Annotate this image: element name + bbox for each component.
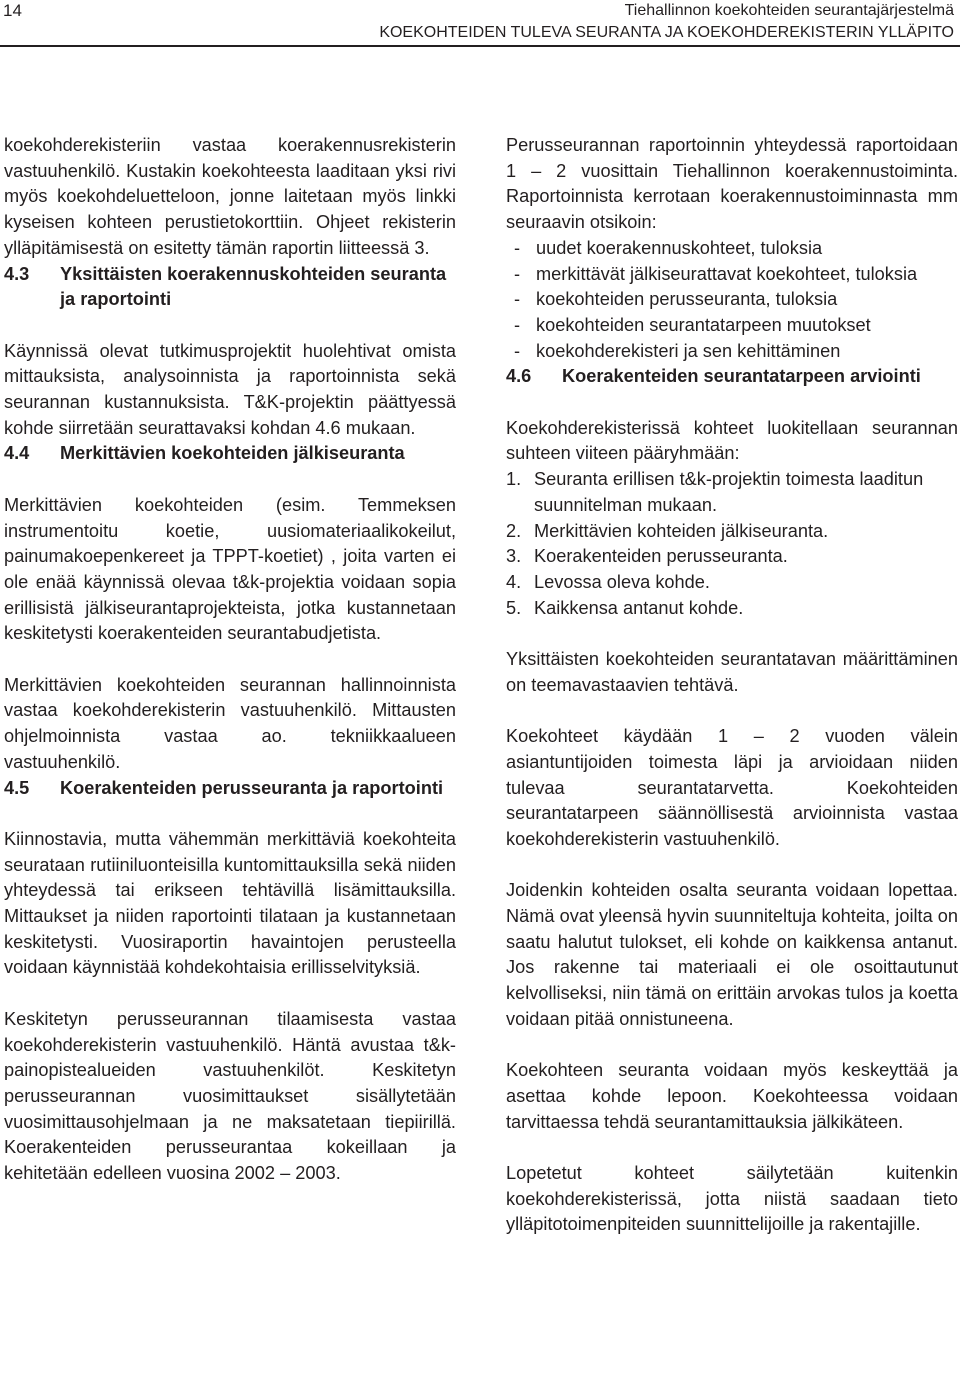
list-item: 2. Merkittävien kohteiden jälkiseuranta. bbox=[506, 520, 829, 541]
section-number: 4.3 bbox=[4, 263, 30, 284]
dash-marker: - bbox=[514, 263, 521, 284]
paragraph: Käynnissä olevat tutkimusprojektit huolehtivat omista mittauksista, analysoinnista ja raportoinnista sekä seurannan kustannuksista. T&K-projektin päättyessä kohde siirretään seurattavaksi kohdan 4.6 mukaan. bbox=[4, 340, 456, 438]
section-number: 4.5 bbox=[4, 777, 30, 798]
section-title: Yksittäisten koerakennuskohteiden seuranta ja raportointi bbox=[60, 263, 447, 310]
dash-marker: - bbox=[514, 237, 521, 258]
list-item: - koekohteiden seurantatarpeen muutokset bbox=[506, 313, 958, 339]
section-number: 4.4 bbox=[4, 443, 30, 464]
paragraph: Perusseurannan raportoinnin yhteydessä raportoidaan 1 – 2 vuosittain Tiehallinnon koerakennustoiminta. Raportoinnista kerrotaan koerakennustoiminnasta mm seuraavin otsikoin: bbox=[506, 135, 958, 233]
section-number: 4.6 bbox=[506, 366, 532, 387]
list-item: - koekohderekisteri ja sen kehittäminen bbox=[506, 339, 958, 365]
paragraph: Koekohderekisterissä kohteet luokitellaan seurannan suhteen viiteen pääryhmään: bbox=[506, 417, 958, 464]
list-item: 3. Koerakenteiden perusseuranta. bbox=[506, 546, 788, 567]
paragraph: Merkittävien koekohteiden seurannan hallinnoinnista vastaa koekohderekisterin vastuuhenkilö. Mittausten ohjelmoinnista vastaa ao. tekniikkaalueen vastuuhenkilö. bbox=[4, 674, 456, 772]
paragraph: Lopetetut kohteet säilytetään kuitenkin koekohderekisterissä, jotta niistä saadaan tieto ylläpitotoimenpiteiden suunnittelijoille ja rakentajille. bbox=[506, 1163, 958, 1235]
right-column bbox=[506, 133, 958, 1238]
category-list bbox=[506, 467, 958, 621]
list-item: - koekohteiden perusseuranta, tuloksia bbox=[506, 287, 958, 313]
list-item: 1. Seuranta erillisen t&k-projektin toimesta laaditun suunnitelman mukaan. bbox=[506, 469, 924, 515]
section-heading-4-4 bbox=[4, 441, 456, 467]
chapter-title: KOEKOHTEIDEN TULEVA SEURANTA JA KOEKOHDEREKISTERIN YLLÄPITO bbox=[379, 24, 954, 41]
list-item: 5. Kaikkensa antanut kohde. bbox=[506, 597, 744, 618]
topic-list bbox=[506, 236, 958, 365]
header-divider bbox=[0, 45, 960, 47]
paragraph: Merkittävien koekohteiden (esim. Temmeksen instrumentoitu koetie, uusiomateriaalikokeilut, painumakoepenkereet ja TPPT-koetiet) , joita varten ei ole enää käynnissä olevaa t&k-projektia voidaan sopia erillisistä jälkiseurantaprojekteista, jotka kustannetaan keskitetysti koerakenteiden seurantabudjetista. bbox=[4, 494, 456, 644]
dash-marker: - bbox=[514, 314, 521, 335]
page-number: 14 bbox=[3, 1, 22, 20]
paragraph: Kiinnostavia, mutta vähemmän merkittäviä koekohteita seurataan rutiiniluonteisilla kuntomittauksilla sekä niiden yhteydessä tai erikseen tehtävillä lisämittauksilla. Mittaukset ja niiden raportointi tilataan ja kustannetaan keskitetysti. Vuosiraportin havaintojen perusteella voidaan käynnistää kohdekohtaisia erillisselvityksiä. bbox=[4, 828, 456, 978]
left-column bbox=[4, 133, 456, 1187]
section-title: Merkittävien koekohteiden jälkiseuranta bbox=[60, 443, 405, 464]
dash-marker: - bbox=[514, 340, 521, 361]
section-heading-4-5 bbox=[4, 776, 456, 802]
paragraph: Joidenkin kohteiden osalta seuranta voidaan lopettaa. Nämä ovat yleensä hyvin suunniteltuja kohteita, joilta on saatu halutut tulokset, eli kohde on kaikkensa antanut. Jos rakenne tai materiaali ei ole osoittautunut kelvolliseksi, niin tämä on erittäin arvokas tulos ja koetta voidaan pitää onnistuneena. bbox=[506, 880, 958, 1029]
paragraph: koekohderekisteriin vastaa koerakennusrekisterin vastuuhenkilö. Kustakin koekohteesta laaditaan yksi rivi myös koekohdeluetteloon, jonne laitetaan myös linkki kyseisen kohteen perustietokorttiin. Ohjeet rekisterin ylläpitämisestä on esitetty tämän raportin liitteessä 3. bbox=[4, 135, 456, 258]
list-item: - uudet koerakennuskohteet, tuloksia bbox=[506, 236, 958, 262]
paragraph: Koekohteet käydään 1 – 2 vuoden välein asiantuntijoiden toimesta läpi ja arvioidaan niiden tulevaa seurantatarvetta. Koekohteiden seurantatarpeen säännöllisestä arvioinnista vastaa koekohderekisterin vastuuhenkilö. bbox=[506, 726, 958, 849]
section-title: Koerakenteiden seurantatarpeen arviointi bbox=[562, 366, 921, 387]
document-title: Tiehallinnon koekohteiden seurantajärjestelmä bbox=[624, 2, 954, 19]
running-header bbox=[379, 0, 954, 44]
paragraph: Yksittäisten koekohteiden seurantatavan määrittäminen on teemavastaavien tehtävä. bbox=[506, 649, 958, 695]
section-heading-4-6 bbox=[506, 364, 958, 390]
section-title: Koerakenteiden perusseuranta ja raportointi bbox=[60, 777, 444, 798]
paragraph: Koekohteen seuranta voidaan myös keskeyttää ja asettaa kohde lepoon. Koekohteessa voidaan tarvittaessa tehdä seurantamittauksia jälkikäteen. bbox=[506, 1060, 958, 1132]
list-item: - merkittävät jälkiseurattavat koekohteet, tuloksia bbox=[506, 262, 958, 288]
dash-marker: - bbox=[514, 289, 521, 310]
paragraph: Keskitetyn perusseurannan tilaamisesta vastaa koekohderekisterin vastuuhenkilö. Häntä avustaa t&k-painopistealueiden vastuuhenkilöt. Keskitetyn perusseurannan vuosimittaukset sisällytetään vuosimittausohjelmaan ja ne maksatetaan tiepiirillä. Koerakenteiden perusseurantaa kokeillaan ja kehitetään edelleen vuosina 2002 – 2003. bbox=[4, 1008, 456, 1184]
section-heading-4-3 bbox=[4, 262, 456, 313]
list-item: 4. Levossa oleva kohde. bbox=[506, 571, 710, 592]
